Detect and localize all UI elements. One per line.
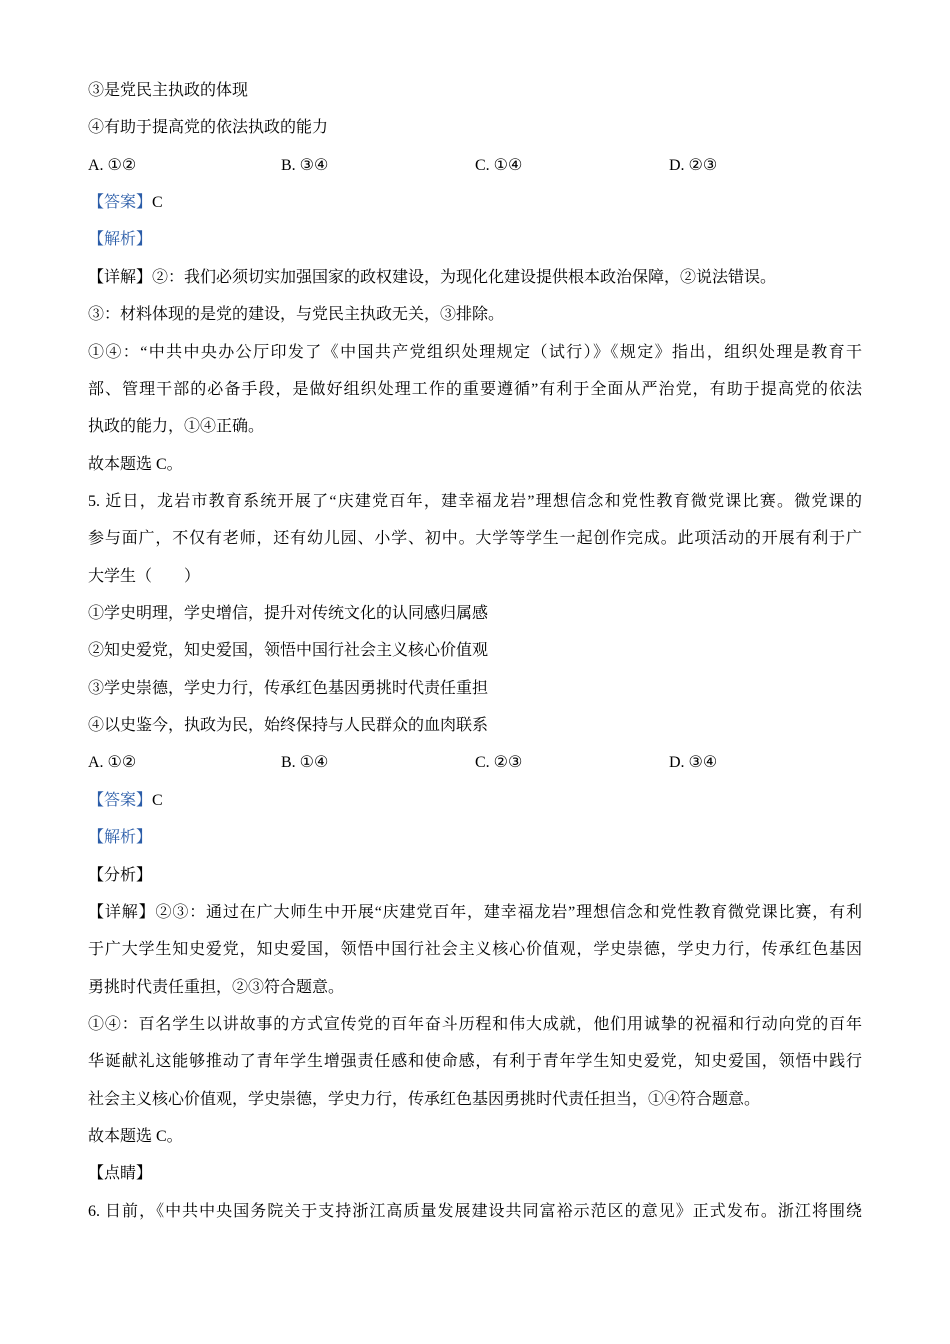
q4-conclusion: 故本题选 C。 [88, 455, 183, 473]
q5-choice-a: A. ①② [88, 754, 137, 772]
q5-tip [88, 1155, 862, 1192]
q5-analysis2-label: 【分析】 [88, 866, 153, 884]
q4-choice-a: A. ①② [88, 156, 137, 174]
q4-analysis-label: 【解析】 [88, 231, 153, 249]
q4-analysis [88, 221, 862, 258]
q5-choice-c: C. ②③ [475, 754, 523, 772]
q5-detail-line: 社会主义核心价值观，学史崇德，学史力行，传承红色基因勇挑时代责任担当，①④符合题意。 [88, 1090, 761, 1108]
q5-stem-line: 5. 近日，龙岩市教育系统开展了“庆建党百年，建幸福龙岩”理想信念和党性教育微党课比赛。微党课的 [88, 492, 862, 510]
q5-choice-b: B. ①④ [281, 754, 329, 772]
q5-option-1: ①学史明理，学史增信，提升对传统文化的认同感归属感 [88, 605, 489, 623]
q5-choice-d: D. ③④ [669, 754, 718, 772]
q5-detail-line: ①④：百名学生以讲故事的方式宣传党的百年奋斗历程和伟大成就，他们用诚挚的祝福和行动向党的百年 [88, 1015, 862, 1033]
q4-detail-line: 执政的能力，①④正确。 [88, 418, 265, 436]
q5-stem-line: 参与面广，不仅有老师，还有幼儿园、小学、初中。大学等学生一起创作完成。此项活动的开展有利于广 [88, 530, 862, 548]
q5-answer-value: C [152, 791, 163, 809]
q5-option-2: ②知史爱党，知史爱国，领悟中国行社会主义核心价值观 [88, 642, 489, 660]
q6-stem-line: 6. 日前，《中共中央国务院关于支持浙江高质量发展建设共同富裕示范区的意见》正式发布。浙江将围绕 [88, 1202, 862, 1220]
q5-analysis [88, 819, 862, 856]
q5-stem-line: 大学生（ ） [88, 567, 201, 585]
q5-choices [88, 744, 862, 781]
q5-analysis2 [88, 857, 862, 894]
q4-answer-label: 【答案】 [88, 194, 153, 212]
document-page [88, 72, 862, 1230]
q5-detail-text: ②③：通过在广大师生中开展“庆建党百年，建幸福龙岩”理想信念和党性教育微党课比赛，有利 [155, 903, 862, 921]
q5-option-4: ④以史鉴今，执政为民，始终保持与人民群众的血肉联系 [88, 717, 489, 735]
q4-detail-first [88, 259, 862, 296]
q5-detail-label: 【详解】 [88, 903, 156, 921]
q4-choices [88, 147, 862, 184]
q5-option-3: ③学史崇德，学史力行，传承红色基因勇挑时代责任重担 [88, 679, 489, 697]
q4-option-3: ③是党民主执政的体现 [88, 82, 249, 99]
q4-detail-line: ①④：“中共中央办公厅印发了《中国共产党组织处理规定（试行）》《规定》指出，组织处理是教育干 [88, 343, 862, 361]
q5-tip-label: 【点睛】 [88, 1165, 153, 1183]
q4-choice-b: B. ③④ [281, 156, 329, 174]
q4-choice-d: D. ②③ [669, 156, 718, 174]
q5-detail-first [88, 894, 862, 931]
q5-detail-line: 华诞献礼这能够推动了青年学生增强责任感和使命感，有利于青年学生知史爱党，知史爱国，领悟中践行 [88, 1053, 862, 1071]
q5-conclusion: 故本题选 C。 [88, 1128, 183, 1146]
q4-detail-line: 部、管理干部的必备手段，是做好组织处理工作的重要遵循”有利于全面从严治党，有助于提高党的依法 [88, 380, 862, 398]
q5-analysis-label: 【解析】 [88, 829, 153, 847]
q4-detail-text: ②：我们必须切实加强国家的政权建设，为现化化建设提供根本政治保障，②说法错误。 [152, 268, 777, 286]
q4-choice-c: C. ①④ [475, 156, 523, 174]
q4-answer-value: C [152, 194, 163, 212]
q5-answer [88, 782, 862, 819]
q4-option-4: ④有助于提高党的依法执政的能力 [88, 119, 329, 137]
q4-detail-line: ③：材料体现的是党的建设，与党民主执政无关，③排除。 [88, 306, 505, 324]
q5-answer-label: 【答案】 [88, 791, 153, 809]
q4-answer [88, 184, 862, 221]
q4-detail-label: 【详解】 [88, 268, 153, 286]
q5-detail-line: 勇挑时代责任重担，②③符合题意。 [88, 978, 345, 996]
q5-detail-line: 于广大学生知史爱党，知史爱国，领悟中国行社会主义核心价值观，学史崇德，学史力行，传承红色基因 [88, 941, 862, 959]
